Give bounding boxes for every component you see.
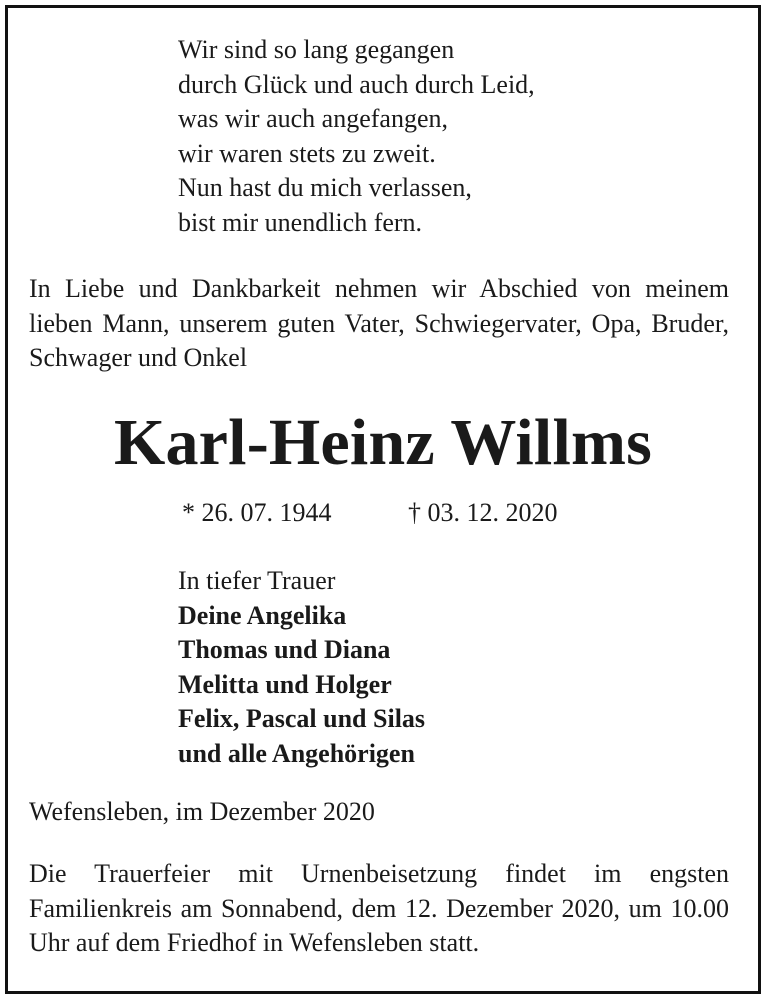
mourners-heading: In tiefer Trauer (178, 566, 336, 595)
poem-line: bist mir unendlich fern. (178, 207, 423, 237)
mourners-block (178, 564, 425, 771)
poem-line: was wir auch angefangen, (178, 104, 448, 133)
poem (178, 33, 535, 240)
mourner-name: Melitta und Holger (178, 669, 392, 699)
death-date: † 03. 12. 2020 (408, 498, 558, 527)
intro-paragraph: In Liebe und Dankbarkeit nehmen wir Abschied von meinem lieben Mann, unserem guten Vater, Schwiegervater, Opa, Bruder, Schwager und Onkel (29, 274, 729, 372)
place-and-date: Wefensleben, im Dezember 2020 (29, 797, 375, 826)
mourner-name: Thomas und Diana (178, 635, 391, 664)
deceased-name: Karl-Heinz Willms (113, 406, 653, 479)
mourner-name: Deine Angelika (178, 600, 347, 630)
poem-line: wir waren stets zu zweit. (178, 138, 436, 168)
poem-line: Nun hast du mich verlassen, (178, 173, 472, 202)
mourner-name: Felix, Pascal und Silas (178, 704, 426, 733)
poem-line: Wir sind so lang gegangen (178, 35, 455, 64)
mourner-name: und alle Angehörigen (178, 738, 415, 768)
birth-date: * 26. 07. 1944 (182, 498, 332, 527)
poem-line: durch Glück und auch durch Leid, (178, 69, 535, 99)
funeral-service-notice: Die Trauerfeier mit Urnenbeisetzung findet im engsten Familienkreis am Sonnabend, dem 12. Dezember 2020, um 10.00 Uhr auf dem Friedhof in Wefensleben statt. (29, 859, 729, 957)
